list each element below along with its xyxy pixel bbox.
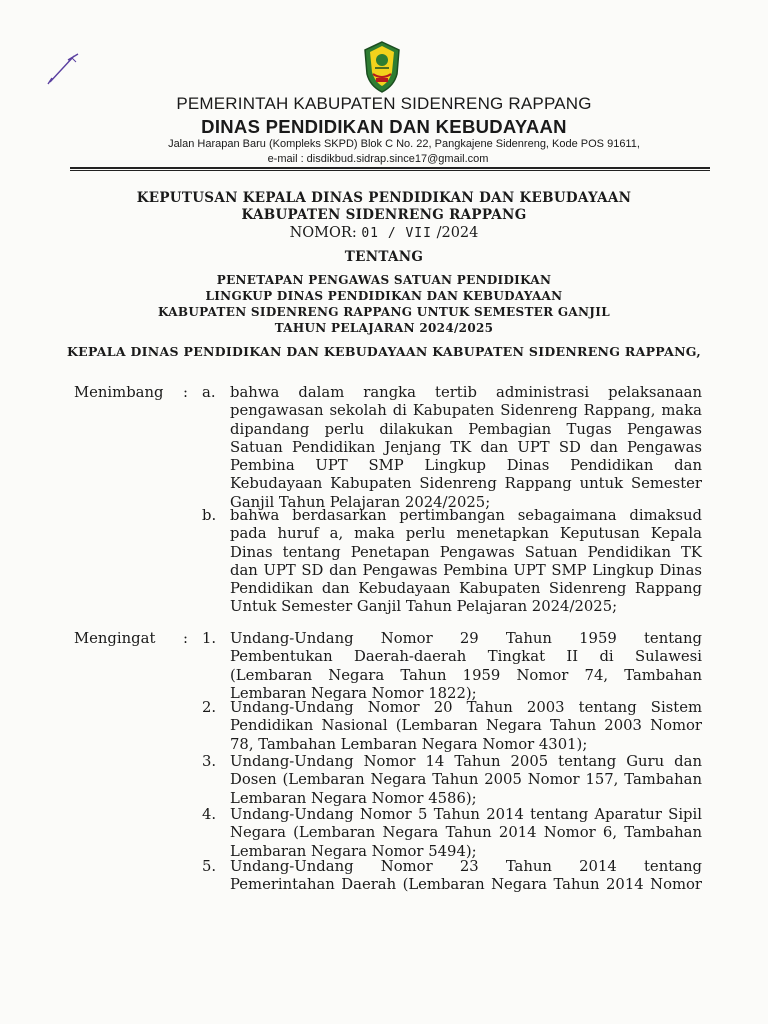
mengingat-item-1 [230, 630, 702, 703]
text-line: Dosen (Lembaran Negara Tahun 2005 Nomor 157, Tambahan [230, 771, 702, 789]
text-line: (Lembaran Negara Tahun 1959 Nomor 74, Tambahan [230, 666, 702, 684]
letterhead-rule-thin [70, 170, 710, 171]
decree-subject-line: KABUPATEN SIDENRENG RAPPANG UNTUK SEMESTER GANJIL [158, 305, 610, 319]
menimbang-item-mark: a. [202, 384, 216, 401]
regency-emblem [361, 40, 403, 94]
text-line: Pembina UPT SMP Lingkup Dinas Pendidikan dan [230, 457, 702, 475]
text-line: Undang-Undang Nomor 5 Tahun 2014 tentang Aparatur Sipil [230, 806, 702, 823]
mengingat-item-mark: 1. [202, 630, 217, 647]
text-line: bahwa dalam rangka tertib administrasi pelaksanaan [230, 384, 702, 401]
text-line: Pembentukan Daerah-daerah Tingkat II di Sulawesi [230, 648, 702, 666]
text-line: Lembaran Negara Nomor 4586); [230, 789, 477, 807]
text-line: dipandang perlu dilakukan Pembagian Tugas Pengawas [230, 420, 702, 438]
mengingat-label: Mengingat [74, 630, 156, 647]
decree-number-year: /2024 [436, 225, 479, 241]
text-line: Untuk Semester Ganjil Tahun Pelajaran 2024/2025; [230, 598, 618, 616]
letterhead-address: Jalan Harapan Baru (Kompleks SKPD) Blok C No. 22, Pangkajene Sidenreng, Kode POS 91611, [168, 138, 640, 150]
decree-title-line1: KEPUTUSAN KEPALA DINAS PENDIDIKAN DAN KEBUDAYAAN [136, 190, 632, 206]
text-line: Pendidikan Nasional (Lembaran Negara Tahun 2003 Nomor [230, 717, 702, 735]
text-line: Undang-Undang Nomor 14 Tahun 2005 tentang Guru dan [230, 753, 702, 770]
menimbang-item-b [230, 507, 702, 617]
pen-scribble [44, 48, 84, 88]
mengingat-item-4 [230, 806, 702, 861]
regency-emblem-icon [361, 40, 403, 94]
mengingat-item-3 [230, 753, 702, 808]
menimbang-colon: : [183, 384, 188, 401]
text-line: pengawasan sekolah di Kabupaten Sidenreng Rappang, maka [230, 402, 702, 420]
text-line: dan UPT SD dan Pengawas Pembina UPT SMP Lingkup Dinas [230, 561, 702, 579]
text-line: Ganjil Tahun Pelajaran 2024/2025; [230, 493, 491, 511]
mengingat-item-mark: 2. [202, 699, 217, 716]
mengingat-item-2 [230, 699, 702, 754]
text-line: pada huruf a, maka perlu menetapkan Keputusan Kepala [230, 525, 702, 543]
text-line: Pendidikan dan Kebudayaan Kabupaten Sidenreng Rappang [230, 580, 702, 598]
mengingat-item-mark: 3. [202, 753, 217, 770]
text-line: Undang-Undang Nomor 23 Tahun 2014 tentang [230, 858, 702, 875]
letterhead-email: e-mail : disdikbud.sidrap.since17@gmail.com [267, 153, 489, 165]
decree-number-handwritten: 01 / VII [361, 226, 432, 241]
mengingat-item-5 [230, 858, 702, 895]
text-line: 78, Tambahan Lembaran Negara Nomor 4301); [230, 735, 588, 753]
text-line: bahwa berdasarkan pertimbangan sebagaimana dimaksud [230, 507, 702, 524]
text-line: Satuan Pendidikan Jenjang TK dan UPT SD dan Pengawas [230, 438, 702, 456]
text-line: Dinas tentang Penetapan Pengawas Satuan Pendidikan TK [230, 543, 702, 561]
decree-tentang: TENTANG [344, 249, 424, 265]
decree-subject-line: PENETAPAN PENGAWAS SATUAN PENDIDIKAN [216, 273, 552, 287]
mengingat-colon: : [183, 630, 188, 647]
menimbang-item-mark: b. [202, 507, 217, 524]
decree-subject-line: TAHUN PELAJARAN 2024/2025 [274, 321, 494, 335]
letterhead-department: DINAS PENDIDIKAN DAN KEBUDAYAAN [201, 116, 567, 137]
letterhead-rule-thick [70, 167, 710, 169]
text-line: Lembaran Negara Nomor 5494); [230, 842, 477, 860]
text-line: Undang-Undang Nomor 20 Tahun 2003 tentang Sistem [230, 699, 702, 716]
mengingat-item-mark: 5. [202, 858, 217, 875]
menimbang-label: Menimbang [74, 384, 164, 401]
decree-issuer: KEPALA DINAS PENDIDIKAN DAN KEBUDAYAAN KABUPATEN SIDENRENG RAPPANG, [66, 344, 701, 359]
menimbang-item-a [230, 384, 702, 512]
mengingat-item-mark: 4. [202, 806, 217, 823]
text-line: Kebudayaan Kabupaten Sidenreng Rappang untuk Semester [230, 475, 702, 493]
text-line: Pemerintahan Daerah (Lembaran Negara Tahun 2014 Nomor [230, 876, 702, 894]
text-line: Negara (Lembaran Negara Tahun 2014 Nomor 6, Tambahan [230, 824, 702, 842]
text-line: Lembaran Negara Nomor 1822); [230, 684, 477, 702]
decree-number [0, 225, 768, 241]
letterhead-government: PEMERINTAH KABUPATEN SIDENRENG RAPPANG [176, 94, 592, 113]
decree-number-label: NOMOR: [289, 225, 357, 241]
decree-title-line2: KABUPATEN SIDENRENG RAPPANG [241, 207, 527, 223]
decree-subject-line: LINGKUP DINAS PENDIDIKAN DAN KEBUDAYAAN [205, 289, 563, 303]
text-line: Undang-Undang Nomor 29 Tahun 1959 tentang [230, 630, 702, 647]
